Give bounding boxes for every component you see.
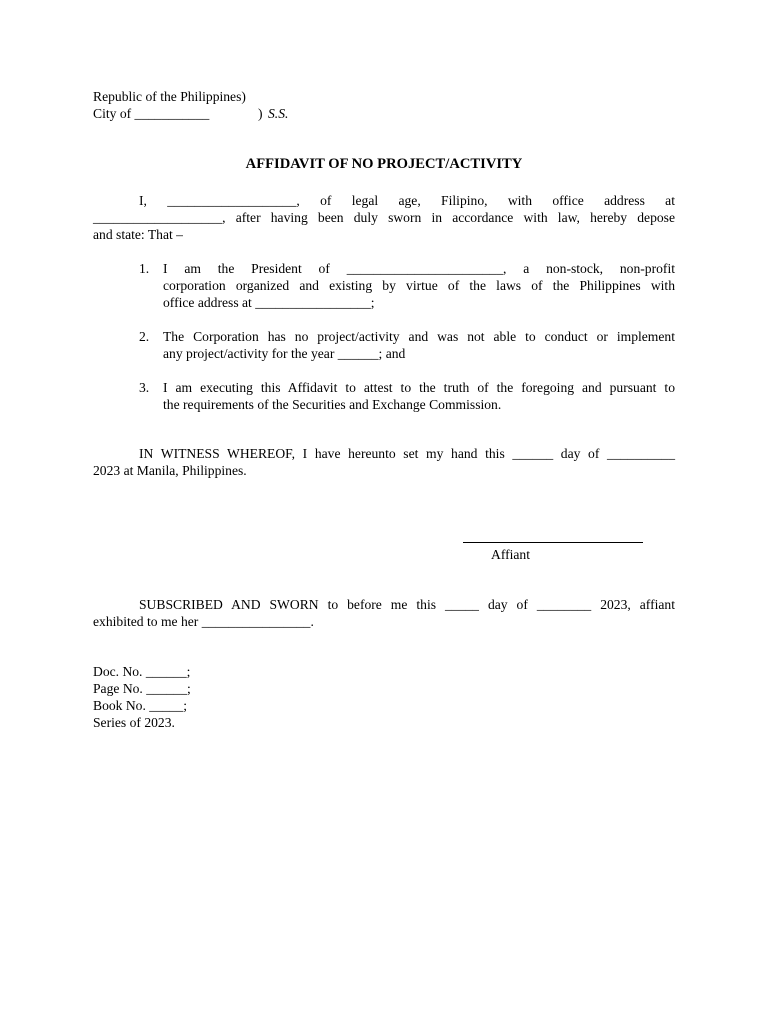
page-no: Page No. ______;	[93, 681, 191, 696]
witness-line-2: 2023 at Manila, Philippines.	[93, 463, 247, 478]
venue-ss: S.S.	[268, 106, 289, 121]
item-3-line-2: the requirements of the Securities and Exchange Commission.	[163, 397, 502, 412]
item-1-number: 1.	[139, 261, 150, 276]
item-1-line-3: office address at _________________;	[163, 295, 375, 310]
venue-paren: )	[258, 106, 263, 121]
item-1-line-2: corporation organized and existing by virtue of the laws of the Philippines with	[163, 278, 675, 293]
intro-line-2: ___________________, after having been duly sworn in accordance with law, hereby depose	[93, 210, 675, 225]
item-2-line-2: any project/activity for the year ______; and	[163, 346, 406, 361]
doc-no: Doc. No. ______;	[93, 664, 191, 679]
witness-line-1: IN WITNESS WHEREOF, I have hereunto set my hand this ______ day of __________	[139, 446, 675, 461]
series: Series of 2023.	[93, 715, 175, 730]
item-1-line-1: I am the President of _______________________, a non-stock, non-profit	[163, 261, 675, 276]
jurat-line-2: exhibited to me her ________________.	[93, 614, 314, 629]
item-2-line-1: The Corporation has no project/activity and was not able to conduct or implement	[163, 329, 675, 344]
item-2-number: 2.	[139, 329, 150, 344]
venue-line-1: Republic of the Philippines)	[93, 89, 246, 104]
document-title: AFFIDAVIT OF NO PROJECT/ACTIVITY	[245, 156, 523, 172]
signature-line	[463, 542, 643, 543]
intro-line-3: and state: That –	[93, 227, 183, 242]
jurat-line-1: SUBSCRIBED AND SWORN to before me this _____ day of ________ 2023, affiant	[139, 597, 675, 612]
intro-line-1: I, ___________________, of legal age, Filipino, with office address at	[139, 193, 675, 208]
affiant-label: Affiant	[491, 547, 531, 562]
venue-city-label: City of ___________	[93, 106, 210, 121]
book-no: Book No. _____;	[93, 698, 188, 713]
item-3-line-1: I am executing this Affidavit to attest to the truth of the foregoing and pursuant to	[163, 380, 675, 395]
item-3-number: 3.	[139, 380, 150, 395]
